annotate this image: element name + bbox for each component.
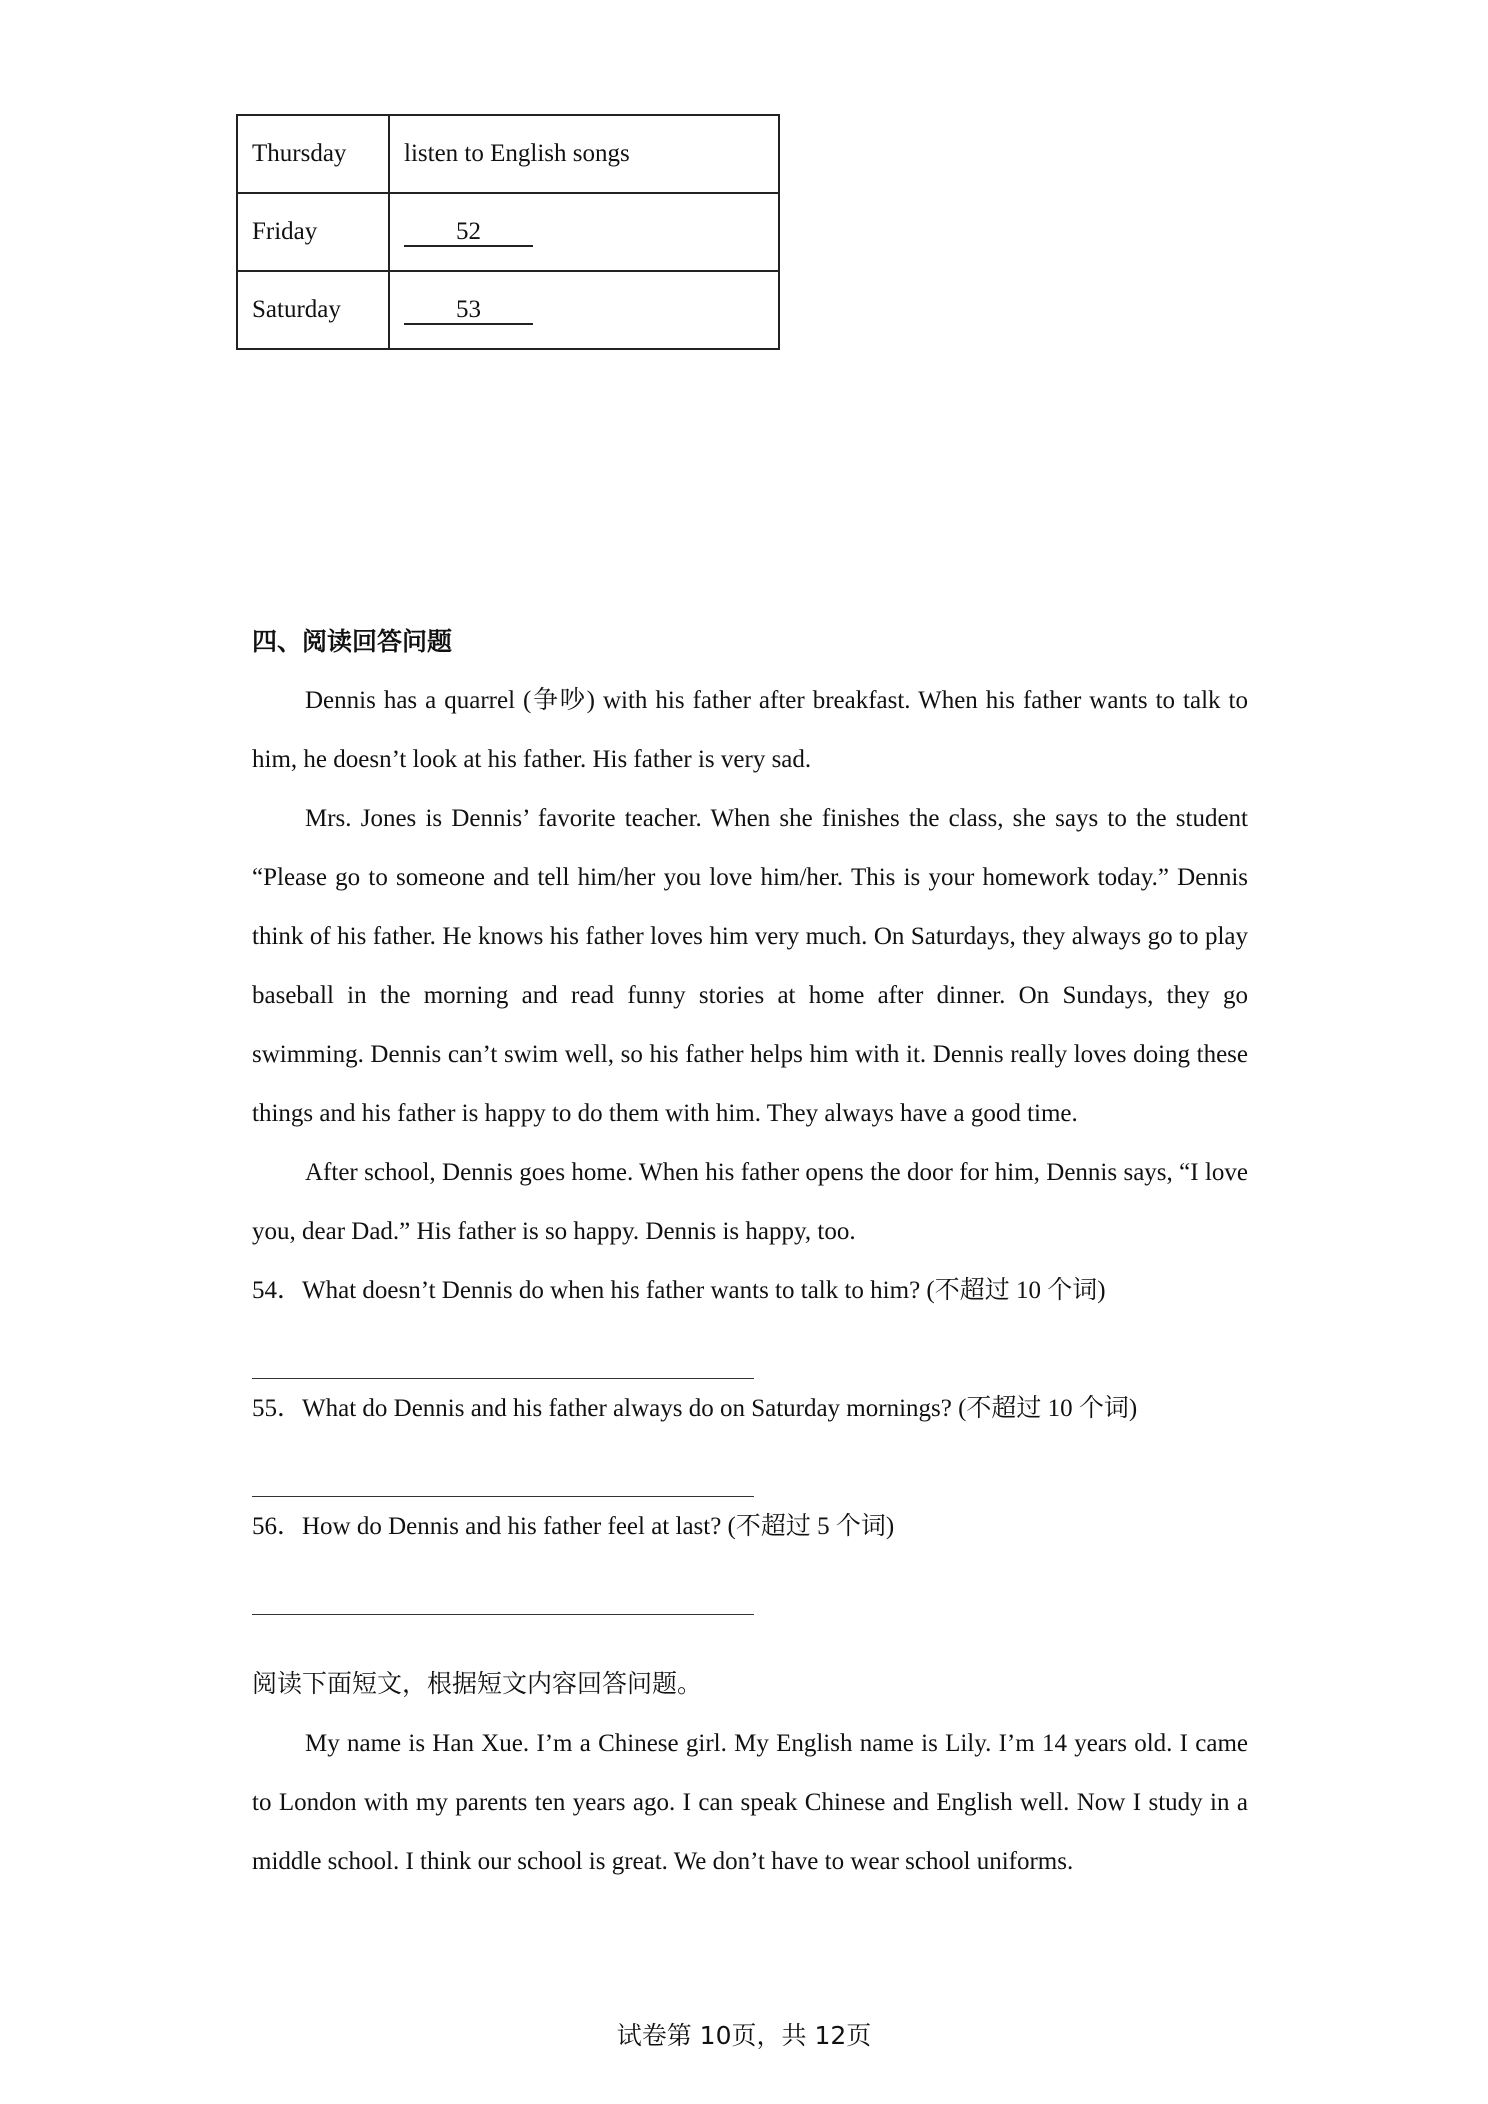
day-cell: Saturday bbox=[237, 271, 389, 349]
passage-paragraph: Mrs. Jones is Dennis’ favorite teacher. When she finishes the class, she says to the student “Please go to someone and tell him/her you love him/her. This is your homework today.” Dennis think of his father. He knows his father loves him very much. On Saturdays, they always go to play baseball in the morning and read funny stories at home after dinner. On Sundays, they go swimming. Dennis can’t swim well, so his father helps him with it. Dennis really loves doing these things and his father is happy to do them with him. They always have a good time. bbox=[252, 805, 1248, 1127]
answer-line-56[interactable] bbox=[252, 1556, 754, 1615]
blank-53[interactable]: 53 bbox=[404, 297, 533, 325]
next-section-intro: 阅读下面短文，根据短文内容回答问题。 bbox=[252, 1671, 703, 1698]
question-55: 55．What do Dennis and his father always do on Saturday mornings? (不超过 10 个词) bbox=[252, 1395, 1138, 1422]
answer-line-54[interactable] bbox=[252, 1320, 754, 1379]
table-row bbox=[237, 115, 779, 193]
activity-cell: listen to English songs bbox=[389, 115, 779, 193]
answer-line-55[interactable] bbox=[252, 1438, 754, 1497]
page-footer: 试卷第 10页，共 12页 bbox=[616, 2021, 872, 2050]
question-56: 56．How do Dennis and his father feel at last? (不超过 5 个词) bbox=[252, 1513, 895, 1540]
reading-section bbox=[252, 612, 1248, 1891]
day-cell: Friday bbox=[237, 193, 389, 271]
table-row bbox=[237, 271, 779, 349]
activity-cell bbox=[389, 193, 779, 271]
passage-paragraph: Dennis has a quarrel (争吵) with his father after breakfast. When his father wants to talk to him, he doesn’t look at his father. His father is very sad. bbox=[252, 687, 1248, 773]
activity-cell bbox=[389, 271, 779, 349]
passage-paragraph: My name is Han Xue. I’m a Chinese girl. My English name is Lily. I’m 14 years old. I came to London with my parents ten years ago. I can speak Chinese and English well. Now I study in a middle school. I think our school is great. We don’t have to wear school uniforms. bbox=[252, 1730, 1248, 1875]
passage-paragraph: After school, Dennis goes home. When his father opens the door for him, Dennis says, “I love you, dear Dad.” His father is so happy. Dennis is happy, too. bbox=[252, 1159, 1248, 1245]
schedule-table bbox=[236, 114, 780, 350]
blank-52[interactable]: 52 bbox=[404, 219, 533, 247]
section-title: 四、阅读回答问题 bbox=[252, 627, 453, 656]
question-54: 54．What doesn’t Dennis do when his father wants to talk to him? (不超过 10 个词) bbox=[252, 1277, 1106, 1304]
table-row bbox=[237, 193, 779, 271]
day-cell: Thursday bbox=[237, 115, 389, 193]
